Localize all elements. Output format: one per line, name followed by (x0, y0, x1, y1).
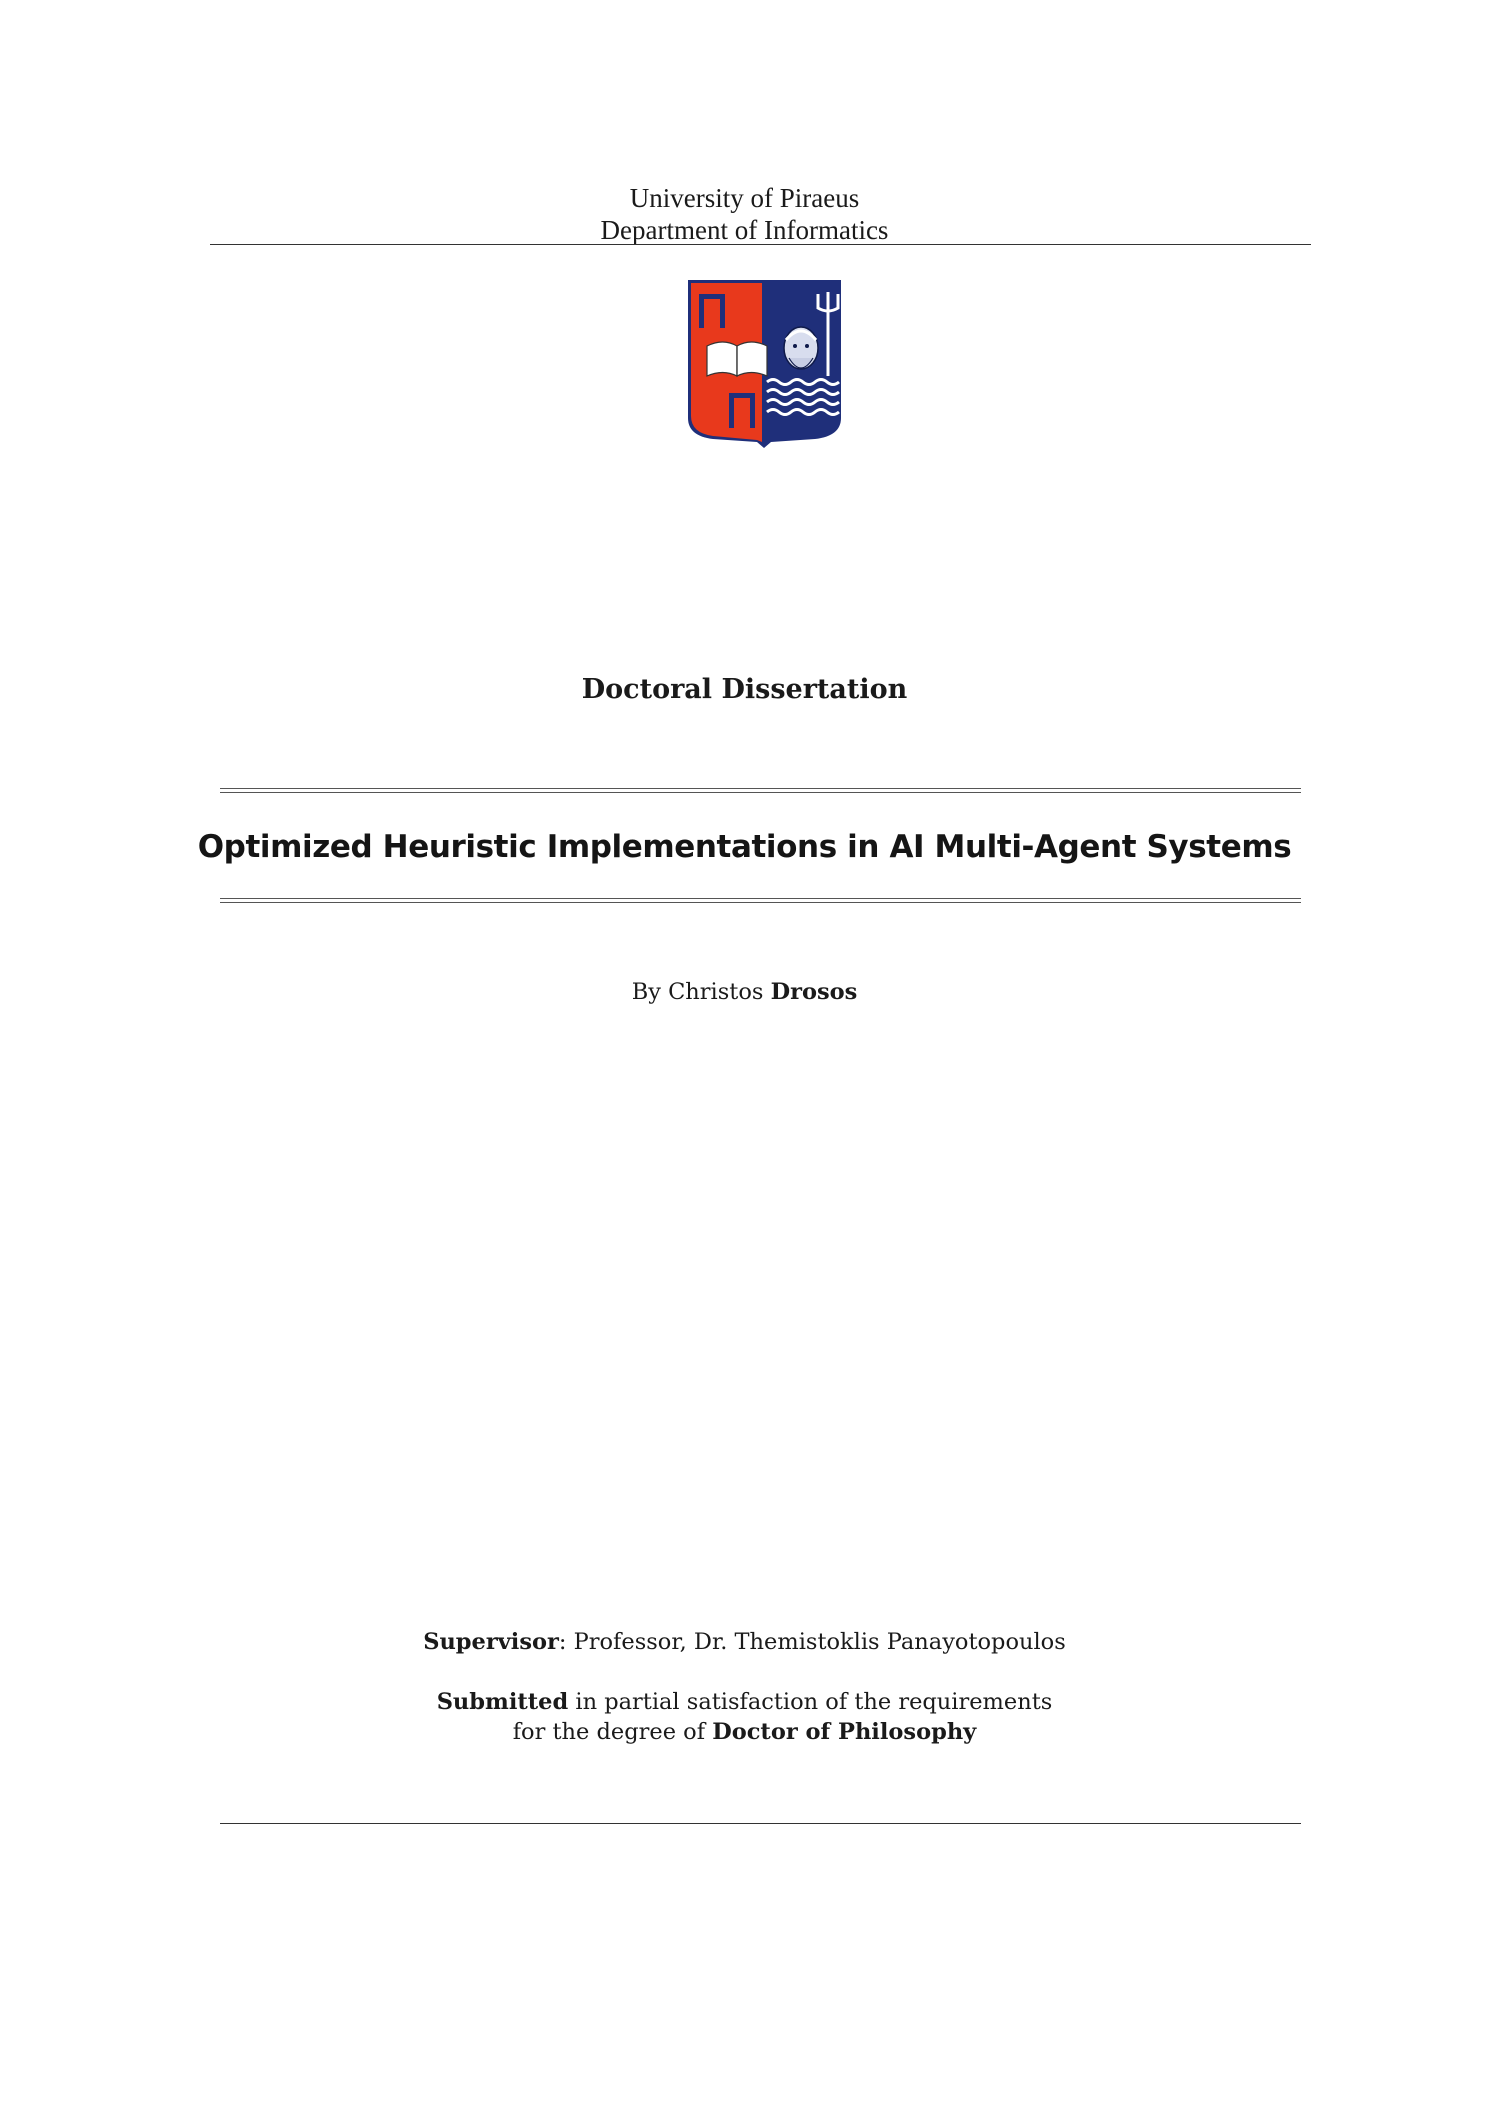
document-type: Doctoral Dissertation (581, 674, 908, 705)
university-name: University of Piraeus (629, 183, 860, 213)
dissertation-title: Optimized Heuristic Implementations in AI Multi-Agent Systems (197, 829, 1292, 865)
submission-text: in partial satisfaction of the requirements (568, 1689, 1053, 1715)
title-bottom-rule (220, 898, 1301, 903)
university-crest-icon (685, 278, 844, 448)
submission-line-1 (0, 1687, 1489, 1717)
author-surname: Drosos (770, 979, 858, 1005)
header-divider (210, 244, 1311, 245)
footer-divider (220, 1823, 1301, 1824)
submission-line-2 (0, 1717, 1489, 1747)
supervisor-line (0, 1627, 1489, 1657)
author-line (0, 977, 1489, 1007)
author-prefix: By Christos (631, 979, 771, 1005)
submitted-label: Submitted (436, 1689, 569, 1715)
supervisor-label: Supervisor (423, 1629, 559, 1655)
supervisor-name: : Professor, Dr. Themistoklis Panayotopoulos (558, 1629, 1066, 1655)
department-name: Department of Informatics (600, 215, 889, 245)
degree-name: Doctor of Philosophy (712, 1719, 977, 1745)
degree-prefix: for the degree of (512, 1719, 713, 1745)
title-top-rule (220, 788, 1301, 793)
